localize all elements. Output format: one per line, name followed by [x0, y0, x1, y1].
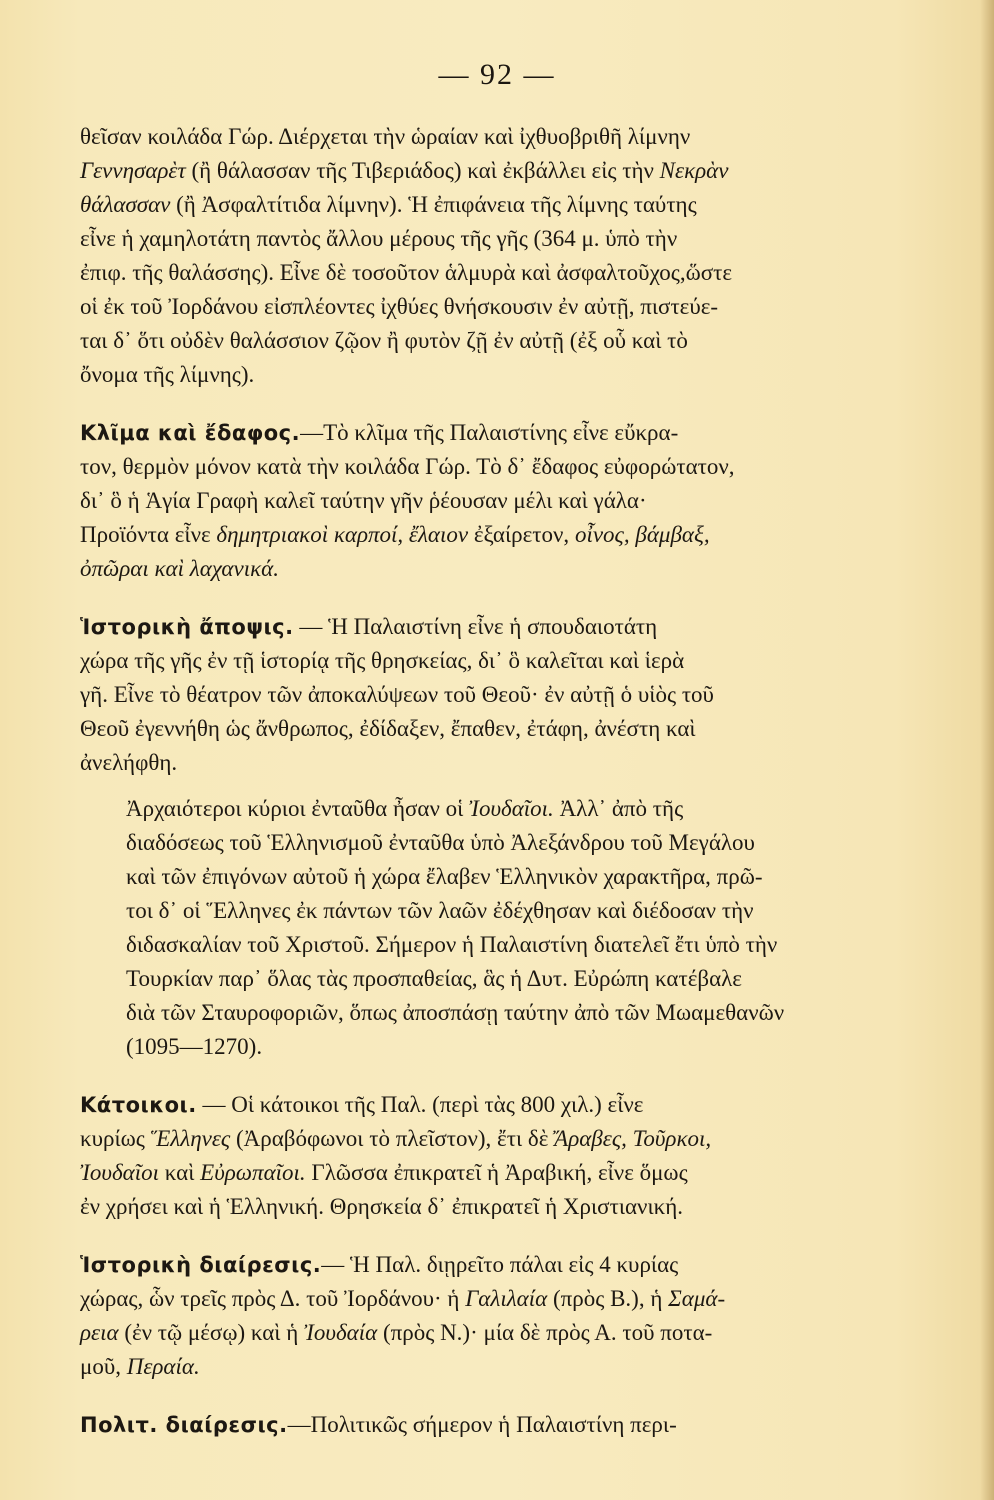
text-line	[80, 1122, 922, 1156]
section-paragraph	[80, 610, 922, 780]
text-line	[80, 860, 922, 894]
section-heading: Ἱστορικὴ ἄποψις.	[80, 615, 294, 639]
body-text: διδασκαλίαν τοῦ Χριστοῦ. Σήμερον ἡ Παλαιστίνη διατελεῖ ἔτι ὑπὸ τὴν	[126, 932, 778, 957]
body-text: (ἢ θάλασσαν τῆς Τιβεριάδος) καὶ ἐκβάλλει εἰς τὴν	[185, 158, 660, 183]
body-text: μοῦ,	[80, 1354, 127, 1379]
body-text: (1095—1270).	[126, 1034, 263, 1059]
section-heading: Κάτοικοι.	[80, 1093, 197, 1117]
body-text: κυρίως	[80, 1126, 151, 1151]
body-text: (ἐν τῷ μέσῳ) καὶ ἡ	[118, 1320, 305, 1345]
italic-text: Γεννησαρὲτ	[80, 158, 186, 183]
page-body-text	[80, 120, 922, 1442]
italic-text: δημητριακοὶ καρποί, ἔλαιον	[216, 522, 469, 547]
text-line	[80, 1408, 922, 1442]
text-line	[80, 484, 922, 518]
text-line	[80, 324, 922, 358]
body-text: χώρα τῆς γῆς ἐν τῇ ἱστορίᾳ τῆς θρησκείας, δι᾽ ὃ καλεῖται καὶ ἱερὰ	[80, 648, 685, 673]
italic-text: ρεια	[80, 1320, 119, 1345]
body-text: εἶνε ἡ χαμηλοτάτη παντὸς ἄλλου μέρους τῆς γῆς (364 μ. ὑπὸ τὴν	[80, 226, 678, 251]
italic-text: θάλασσαν	[80, 192, 171, 217]
body-text: χώρας, ὧν τρεῖς πρὸς Δ. τοῦ Ἰορδάνου· ἡ	[80, 1286, 466, 1311]
body-text: καὶ	[159, 1160, 201, 1185]
body-text: (πρὸς Ν.)· μία δὲ πρὸς Α. τοῦ ποτα-	[377, 1320, 713, 1345]
text-line	[80, 416, 922, 450]
section-paragraph	[80, 1088, 922, 1224]
body-text: τον, θερμὸν μόνον κατὰ τὴν κοιλάδα Γώρ. Τὸ δ᾽ ἔδαφος εὐφορώτατον,	[80, 454, 735, 479]
body-text: ἐν χρήσει καὶ ἡ Ἑλληνική. Θρησκεία δ᾽ ἐπικρατεῖ ἡ Χριστιανική.	[80, 1194, 684, 1219]
text-line	[80, 552, 922, 586]
text-paragraph	[80, 792, 922, 1064]
text-line	[80, 1248, 922, 1282]
text-line	[80, 928, 922, 962]
text-line	[80, 1282, 922, 1316]
body-text: —Πολιτικῶς σήμερον ἡ Παλαιστίνη περι-	[287, 1412, 677, 1437]
body-text: ὄνομα τῆς λίμνης).	[80, 362, 255, 387]
body-text: — Ἡ Παλαιστίνη εἶνε ἡ σπουδαιοτάτη	[293, 614, 658, 639]
section-heading: Πολιτ. διαίρεσις.	[80, 1413, 288, 1437]
text-line	[80, 712, 922, 746]
text-line	[80, 1190, 922, 1224]
body-text: Προϊόντα εἶνε	[80, 522, 217, 547]
body-text: — Οἱ κάτοικοι τῆς Παλ. (περὶ τὰς 800 χιλ.) εἶνε	[196, 1092, 644, 1117]
italic-text: ὀπῶραι καὶ λαχανικά.	[80, 556, 279, 581]
text-paragraph	[80, 120, 922, 392]
body-text: Ἀλλ᾽ ἀπὸ τῆς	[553, 796, 684, 821]
italic-text: Ἰουδαῖοι.	[469, 796, 554, 821]
italic-text: Περαία.	[126, 1354, 200, 1379]
body-text: — Ἡ Παλ. διῃρεῖτο πάλαι εἰς 4 κυρίας	[321, 1252, 679, 1277]
italic-text: Ἕλληνες	[150, 1126, 231, 1151]
body-text: Τουρκίαν παρ᾽ ὅλας τὰς προσπαθείας, ἃς ἡ Δυτ. Εὐρώπη κατέβαλε	[126, 966, 742, 991]
italic-text: Νεκρὰν	[659, 158, 729, 183]
text-line	[80, 358, 922, 392]
text-line	[80, 894, 922, 928]
text-line	[80, 290, 922, 324]
body-text: καὶ τῶν ἐπιγόνων αὐτοῦ ἡ χώρα ἔλαβεν Ἑλληνικὸν χαρακτῆρα, πρῶ-	[126, 864, 763, 889]
page-edge-shadow	[980, 0, 994, 1500]
italic-text: οἶνος, βάμβαξ,	[574, 522, 710, 547]
italic-text: Εὐρωπαῖοι.	[200, 1160, 306, 1185]
italic-text: Ἰουδαία	[304, 1320, 378, 1345]
body-text: —Τὸ κλῖμα τῆς Παλαιστίνης εἶνε εὔκρα-	[300, 420, 679, 445]
text-line	[80, 188, 922, 222]
text-line	[80, 154, 922, 188]
body-text: Γλῶσσα ἐπικρατεῖ ἡ Ἀραβική, εἶνε ὅμως	[305, 1160, 688, 1185]
text-line	[80, 1088, 922, 1122]
section-paragraph	[80, 1408, 922, 1442]
text-line	[80, 450, 922, 484]
body-text: διὰ τῶν Σταυροφοριῶν, ὅπως ἀποσπάσῃ ταύτην ἀπὸ τῶν Μωαμεθανῶν	[126, 1000, 785, 1025]
body-text: Ἀρχαιότεροι κύριοι ἐνταῦθα ἦσαν οἱ	[126, 796, 470, 821]
text-line	[80, 826, 922, 860]
section-heading: Ἱστορικὴ διαίρεσις.	[80, 1253, 322, 1277]
text-line	[80, 1316, 922, 1350]
text-line	[80, 792, 922, 826]
section-heading: Κλῖμα καὶ ἔδαφος.	[80, 421, 301, 445]
text-line	[80, 1350, 922, 1384]
body-text: (πρὸς Β.), ἡ	[547, 1286, 669, 1311]
text-line	[80, 256, 922, 290]
body-text: ἀνελήφθη.	[80, 750, 178, 775]
italic-text: Γαλιλαία	[465, 1286, 548, 1311]
body-text: ἐπιφ. τῆς θαλάσσης). Εἶνε δὲ τοσοῦτον ἁλμυρὰ καὶ ἀσφαλτοῦχος,ὥστε	[80, 260, 733, 285]
body-text: οἱ ἐκ τοῦ Ἰορδάνου εἰσπλέοντες ἰχθύες θνήσκουσιν ἐν αὐτῇ, πιστεύε-	[80, 294, 719, 319]
body-text: (ἢ Ἀσφαλτίτιδα λίμνην). Ἡ ἐπιφάνεια τῆς λίμνης ταύτης	[170, 192, 697, 217]
body-text: Θεοῦ ἐγεννήθη ὡς ἄνθρωπος, ἐδίδαξεν, ἔπαθεν, ἐτάφη, ἀνέστη καὶ	[80, 716, 696, 741]
body-text: θεῖσαν κοιλάδα Γώρ. Διέρχεται τὴν ὡραίαν καὶ ἰχθυοβριθῆ λίμνην	[80, 124, 691, 149]
body-text: ται δ᾽ ὅτι οὐδὲν θαλάσσιον ζῷον ἢ φυτὸν ζῇ ἐν αὐτῇ (ἐξ οὗ καὶ τὸ	[80, 328, 688, 353]
section-paragraph	[80, 416, 922, 586]
body-text: (Ἀραβόφωνοι τὸ πλεῖστον), ἔτι δὲ	[230, 1126, 555, 1151]
page-number: — 92 —	[438, 58, 556, 91]
body-text: τοι δ᾽ οἱ Ἕλληνες ἐκ πάντων τῶν λαῶν ἐδέχθησαν καὶ διέδοσαν τὴν	[126, 898, 754, 923]
body-text: δι᾽ ὃ ἡ Ἁγία Γραφὴ καλεῖ ταύτην γῆν ῥέουσαν μέλι καὶ γάλα·	[80, 488, 647, 513]
text-line	[80, 1156, 922, 1190]
text-line	[80, 1030, 922, 1064]
body-text: διαδόσεως τοῦ Ἑλληνισμοῦ ἐνταῦθα ὑπὸ Ἀλεξάνδρου τοῦ Μεγάλου	[126, 830, 755, 855]
text-line	[80, 996, 922, 1030]
text-line	[80, 746, 922, 780]
italic-text: Σαμά-	[668, 1286, 726, 1311]
text-line	[80, 518, 922, 552]
body-text: ἐξαίρετον,	[468, 522, 575, 547]
text-line	[80, 644, 922, 678]
text-line	[80, 120, 922, 154]
italic-text: Ἰουδαῖοι	[80, 1160, 160, 1185]
body-text: γῆ. Εἶνε τὸ θέατρον τῶν ἀποκαλύψεων τοῦ Θεοῦ· ἐν αὐτῇ ὁ υἱὸς τοῦ	[80, 682, 714, 707]
text-line	[80, 962, 922, 996]
text-line	[80, 222, 922, 256]
text-line	[80, 610, 922, 644]
section-paragraph	[80, 1248, 922, 1384]
text-line	[80, 678, 922, 712]
italic-text: Ἄραβες, Τοῦρκοι,	[554, 1126, 712, 1151]
